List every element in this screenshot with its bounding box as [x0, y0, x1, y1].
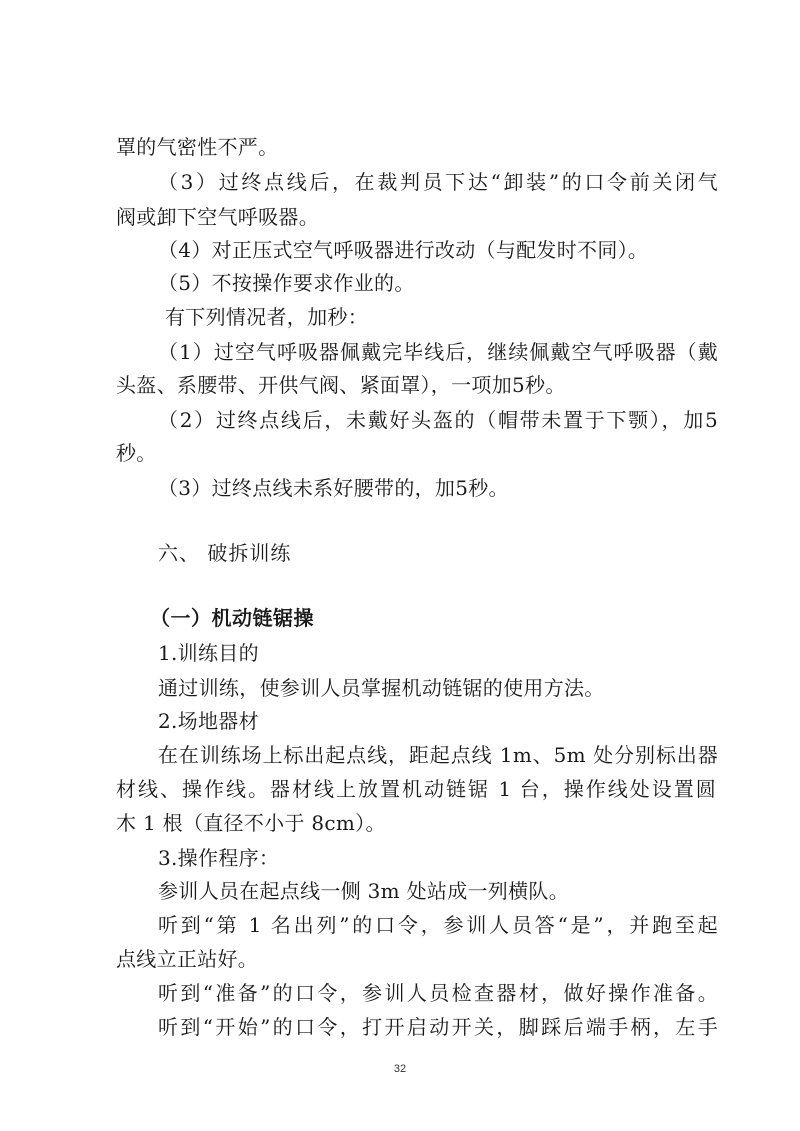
text-line: 在在训练场上标出起点线，距起点线 1m、5m 处分别标出器	[158, 743, 718, 767]
text-line: 阀或卸下空气呼吸器。	[116, 205, 319, 229]
text-line: 1.训练目的	[158, 641, 259, 665]
text-line: （3）过终点线未系好腰带的，加5秒。	[158, 476, 509, 500]
text-line: 木 1 根（直径不小于 8cm）。	[116, 811, 386, 835]
text-line: 听到“开始”的口令，打开启动开关，脚踩后端手柄，左手	[158, 1015, 718, 1039]
text-line: （4）对正压式空气呼吸器进行改动（与配发时不同）。	[158, 238, 649, 262]
text-line: 听到“第 1 名出列”的口令，参训人员答“是”，并跑至起	[158, 913, 718, 937]
text-line: 有下列情况者，加秒：	[165, 305, 368, 329]
text-line: 参训人员在起点线一侧 3m 处站成一列横队。	[158, 879, 570, 903]
text-line: （3）过终点线后，在裁判员下达“卸装”的口令前关闭气	[158, 170, 718, 194]
section-heading: 六、 破拆训练	[158, 541, 292, 565]
subsection-heading: （一）机动链锯操	[150, 606, 314, 630]
text-line: （1）过空气呼吸器佩戴完毕线后，继续佩戴空气呼吸器（戴	[158, 340, 718, 364]
text-line: （2）过终点线后，未戴好头盔的（帽带未置于下颚），加5	[158, 408, 718, 432]
text-line: 2.场地器材	[158, 709, 259, 733]
page-number: 32	[393, 1063, 407, 1075]
text-line: （5）不按操作要求作业的。	[158, 271, 415, 295]
text-line: 秒。	[116, 441, 157, 465]
text-line: 材线、操作线。器材线上放置机动链锯 1 台，操作线处设置圆	[116, 777, 716, 801]
text-line: 头盔、系腰带、开供气阀、紧面罩），一项加5秒。	[116, 373, 566, 397]
text-line: 罩的气密性不严。	[116, 135, 279, 159]
text-line: 3.操作程序：	[158, 846, 280, 870]
text-line: 通过训练，使参训人员掌握机动链锯的使用方法。	[158, 676, 605, 700]
text-line: 点线立正站好。	[116, 947, 259, 971]
text-line: 听到“准备”的口令，参训人员检查器材，做好操作准备。	[158, 981, 718, 1005]
